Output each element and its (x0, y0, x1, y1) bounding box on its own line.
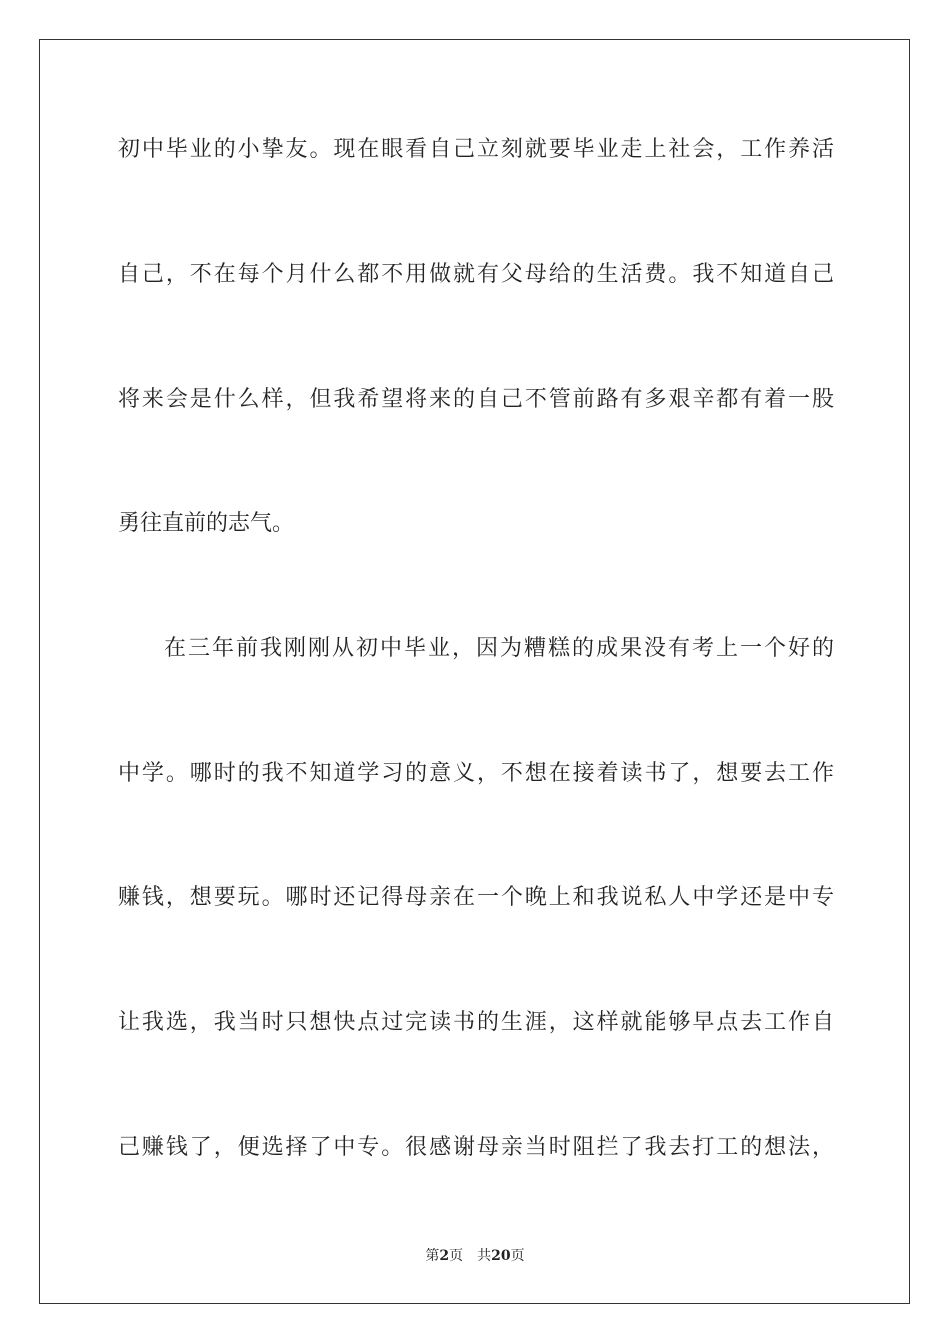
body-text-line: 勇往直前的志气。 (118, 511, 295, 536)
body-text-line: 让我选，我当时只想快点过完读书的生涯，这样就能够早点去工作自 (118, 1010, 834, 1035)
body-text-line: 将来会是什么样，但我希望将来的自己不管前路有多艰辛都有着一股 (118, 387, 834, 412)
body-text-line: 赚钱，想要玩。哪时还记得母亲在一个晚上和我说私人中学还是中专 (118, 885, 834, 910)
body-text-line: 自己，不在每个月什么都不用做就有父母给的生活费。我不知道自己 (118, 262, 834, 287)
paragraph-first-line: 在三年前我刚刚从初中毕业，因为糟糕的成果没有考上一个好的 (164, 636, 834, 661)
page-number: 2 (439, 1248, 450, 1264)
body-text-line: 中学。哪时的我不知道学习的意义，不想在接着读书了，想要去工作 (118, 761, 834, 786)
total-pages: 20 (491, 1248, 511, 1264)
total-label-prefix: 共 (477, 1248, 492, 1264)
body-text-line: 初中毕业的小挚友。现在眼看自己立刻就要毕业走上社会，工作养活 (118, 137, 834, 162)
body-text-line: 己赚钱了，便选择了中专。很感谢母亲当时阻拦了我去打工的想法， (118, 1135, 834, 1160)
page-label-prefix: 第 (425, 1248, 440, 1264)
page-label-suffix: 页 (449, 1248, 464, 1264)
total-label-suffix: 页 (510, 1248, 525, 1264)
page-footer (0, 1246, 950, 1266)
page-border (39, 39, 910, 1304)
